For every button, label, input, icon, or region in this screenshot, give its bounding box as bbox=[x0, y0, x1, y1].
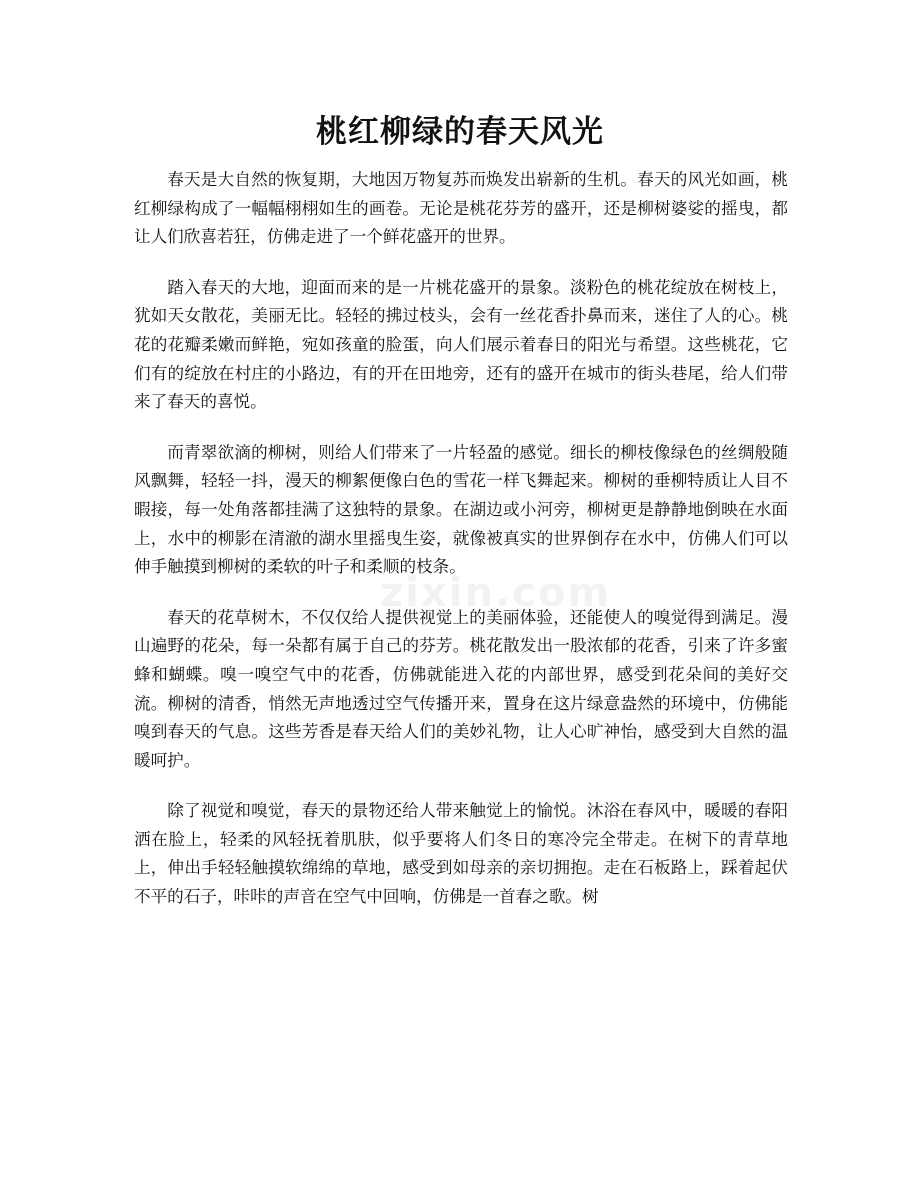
watermark: zixin.com bbox=[380, 570, 612, 616]
paragraph-1: 春天是大自然的恢复期，大地因万物复苏而焕发出崭新的生机。春天的风光如画，桃红柳绿构成了一幅幅栩栩如生的画卷。无论是桃花芬芳的盛开，还是柳树婆娑的摇曳，都让人们欣喜若狂，仿佛走进了一个鲜花盛开的世界。 bbox=[134, 170, 788, 247]
paragraph-2: 踏入春天的大地，迎面而来的是一片桃花盛开的景象。淡粉色的桃花绽放在树枝上，犹如天女散花，美丽无比。轻轻的拂过枝头，会有一丝花香扑鼻而来，迷住了人的心。桃花的花瓣柔嫩而鲜艳，宛如孩童的脸蛋，向人们展示着春日的阳光与希望。这些桃花，它们有的绽放在村庄的小路边，有的开在田地旁，还有的盛开在城市的街头巷尾，给人们带来了春天的喜悦。 bbox=[134, 277, 788, 412]
document-body bbox=[134, 166, 788, 934]
paragraph-5: 除了视觉和嗅觉，春天的景物还给人带来触觉上的愉悦。沐浴在春风中，暖暖的春阳洒在脸上，轻柔的风轻抚着肌肤，似乎要将人们冬日的寒冷完全带走。在树下的青草地上，伸出手轻轻触摸软绵绵的草地，感受到如母亲的亲切拥抱。走在石板路上，踩着起伏不平的石子，咔咔的声音在空气中回响，仿佛是一首春之歌。树 bbox=[134, 801, 788, 907]
paragraph-4: 春天的花草树木，不仅仅给人提供视觉上的美丽体验，还能使人的嗅觉得到满足。漫山遍野的花朵，每一朵都有属于自己的芬芳。桃花散发出一股浓郁的花香，引来了许多蜜蜂和蝴蝶。嗅一嗅空气中的花香，仿佛就能进入花的内部世界，感受到花朵间的美好交流。柳树的清香，悄然无声地透过空气传播开来，置身在这片绿意盎然的环境中，仿佛能嗅到春天的气息。这些芳香是春天给人们的美妙礼物，让人心旷神怡，感受到大自然的温暖呵护。 bbox=[134, 607, 788, 770]
document-title: 桃红柳绿的春天风光 bbox=[316, 114, 604, 150]
paragraph-3: 而青翠欲滴的柳树，则给人们带来了一片轻盈的感觉。细长的柳枝像绿色的丝绸般随风飘舞，轻轻一抖，漫天的柳絮便像白色的雪花一样飞舞起来。柳树的垂柳特质让人目不暇接，每一处角落都挂满了这独特的景象。在湖边或小河旁，柳树更是静静地倒映在水面上，水中的柳影在清澈的湖水里摇曳生姿，就像被真实的世界倒存在水中，仿佛人们可以伸手触摸到柳树的柔软的叶子和柔顺的枝条。 bbox=[134, 442, 788, 577]
